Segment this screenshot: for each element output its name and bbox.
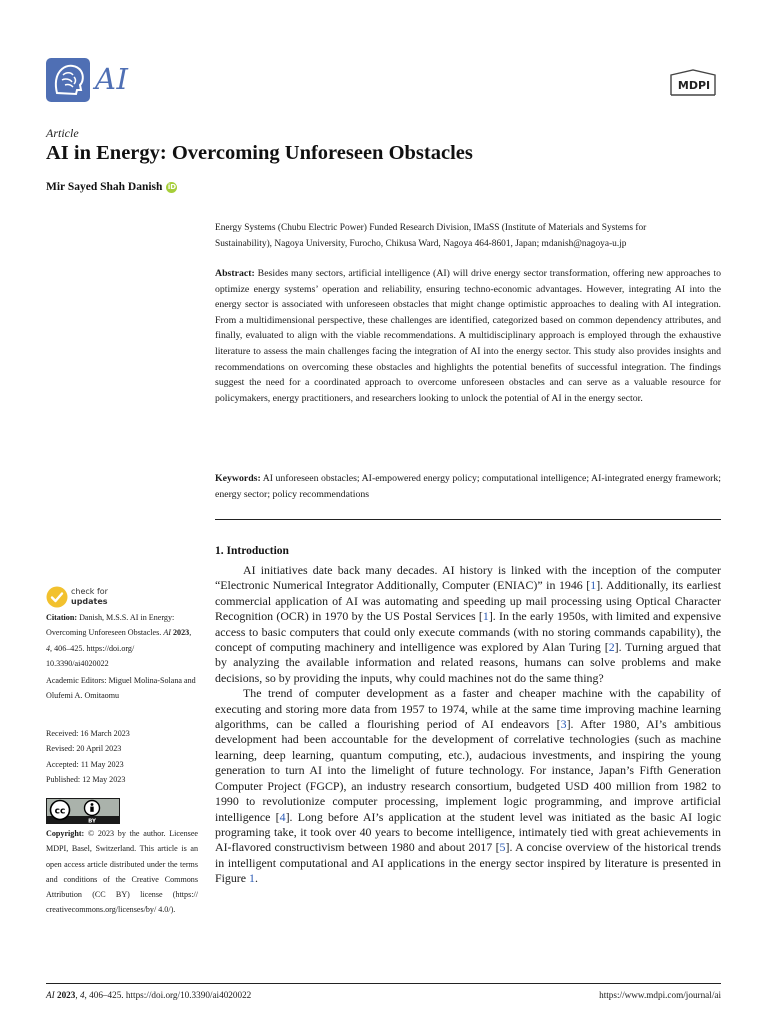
copyright-notice: Copyright: © 2023 by the author. Licensee MDPI, Basel, Switzerland. This article is an open access article distributed under the terms and conditions of the Creative Commons Attribution (CC BY) license (https:// creativecommons.org/licenses/by/ 4.0/). — [46, 829, 199, 915]
abstract-label: Abstract: — [215, 268, 255, 279]
brain-head-icon — [46, 58, 90, 102]
keywords — [215, 471, 721, 502]
journal-url[interactable]: https://www.mdpi.com/journal/ai — [599, 990, 721, 1000]
check-updates-line: check for — [71, 587, 108, 596]
cc-by-label: BY — [88, 818, 96, 824]
orcid-icon[interactable]: iD — [167, 183, 177, 191]
author-line — [46, 181, 177, 193]
keywords-label: Keywords: — [215, 473, 261, 484]
article-type: Article — [46, 126, 79, 140]
cc-by-license-icon[interactable] — [46, 798, 120, 824]
check-updates-line: updates — [71, 596, 108, 606]
citation-link[interactable]: 1 — [590, 578, 597, 593]
abstract — [215, 266, 721, 406]
publisher-name: MDPI — [677, 79, 711, 92]
paragraph: The trend of computer development as a faster and cheaper machine with the capability of executing and storing more data from 1957 to 1974, while at the same time improving machine learning algorithms, can be called a flourishing period of AI endeavors [3]. After 1980, AI’s ambitious development had been accountable for the development of correlative technologies (such as machine learning, deep learning, quantum computing, etc.), audacious investments, and inspiring the young generation to turn AI into the limelight of future technology. For instance, Japan’s Fifth Generation Computer Project (FGCP), an industry research consortium, budgeted USD 400 million from 1982 to 1990 to revolutionize computer processing, implement logic programming, and improve artificial intelligence [4]. Long before AI’s application at the student level was initiated as the basic AI logic programing take, it took over 40 years to become intelligence, intimately tied with great achievements in AI-flavored constructivism between 1980 and about 2017 [5]. A concise overview of the historical trends in intelligent computational and AI applications in the energy sector inspired by literature is presented in Figure 1. — [215, 686, 721, 886]
date-accepted: Accepted: 11 May 2023 — [46, 759, 124, 769]
section-divider — [215, 519, 721, 520]
check-updates-icon — [46, 586, 68, 608]
figure-link[interactable]: 1 — [249, 871, 255, 886]
date-revised: Revised: 20 April 2023 — [46, 744, 122, 754]
academic-editors: Academic Editors: Miguel Molina-Solana and Olufemi A. Omitaomu — [46, 676, 196, 701]
section-heading: 1. Introduction — [215, 545, 289, 557]
affiliation-line: Sustainability), Nagoya University, Furocho, Chikusa Ward, Nagoya 464-8601, Japan; mdanish@nagoya-u.jp — [215, 238, 627, 249]
date-received: Received: 16 March 2023 — [46, 729, 130, 738]
citation-block: Citation: Danish, M.S.S. AI in Energy: Overcoming Unforeseen Obstacles. AI 2023, 4, 406–425. https://doi.org/ 10.3390/ai4020022 — [46, 613, 192, 668]
journal-name: AI — [95, 62, 129, 96]
date-published: Published: 12 May 2023 — [46, 774, 126, 784]
affiliation — [215, 221, 721, 252]
introduction-body — [215, 563, 721, 887]
check-for-updates-badge[interactable] — [46, 586, 136, 610]
citation-link[interactable]: 4 — [279, 809, 286, 824]
citation-link[interactable]: 3 — [560, 717, 567, 732]
footer-citation: AI 2023, 4, 406–425. https://doi.org/10.3390/ai4020022 — [46, 990, 252, 1000]
abstract-text: Besides many sectors, artificial intelligence (AI) will drive energy sector transformation, offering new approaches to optimize energy systems’ operation and reliability, ensuring techno-economic advantages. However, integrating AI into the energy sector is associated with unforeseen obstacles that might change optimistic approaches to dealing with AI integration. From a multidimensional perspective, these challenges are identified, categorized based on common dependency attributes, and finally, evaluated to align with the viable recommendations. A multidisciplinary approach is employed through the exhaustive literature to assess the main challenges facing the integration of AI into the energy sector. This study also provides insights and recommendations on overcoming these obstacles and highlights the potential benefits of successful integration. The findings suggest the need for a coordinated approach to overcome unforeseen obstacles and can serve as a valuable resource for policymakers, energy practitioners, and researchers looking to unlock the potential of AI in the energy sector. — [215, 268, 722, 404]
citation-link[interactable]: 1 — [482, 609, 489, 624]
article-title: AI in Energy: Overcoming Unforeseen Obstacles — [46, 142, 473, 164]
keywords-text: AI unforeseen obstacles; AI-empowered energy policy; computational intelligence; AI-integrated energy framework; energy sector; policy recommendations — [215, 473, 721, 500]
footer-divider — [46, 983, 721, 984]
paragraph: AI initiatives date back many decades. AI history is linked with the inception of the computer “Electronic Numerical Integrator Additionally, Computer (ENIAC)” in 1946 [1]. Additionally, its earliest commercial application of AI was automating and speeding up mail processing using Optical Character Recognition (OCR) in 1970 by the US Postal Services [1]. In the early 1950s, with limited and expensive access to basic computers that could only execute commands (with no storing commands capability), the concept of computing machinery and intelligence was explored by Alan Turing [2]. Turning argued that by analyzing the available information and related reasons, humans can solve problems and make decisions, so by providing the inputs, why could machines not do the same thing? — [215, 563, 721, 685]
cc-label: cc — [54, 806, 66, 817]
publication-dates — [46, 726, 198, 787]
citation-link[interactable]: 5 — [499, 840, 506, 855]
affiliation-line: Energy Systems (Chubu Electric Power) Funded Research Division, IMaSS (Institute of Materials and Systems for — [215, 223, 647, 233]
citation-link[interactable]: 2 — [608, 640, 615, 655]
author-name: Mir Sayed Shah Danish — [46, 181, 163, 193]
